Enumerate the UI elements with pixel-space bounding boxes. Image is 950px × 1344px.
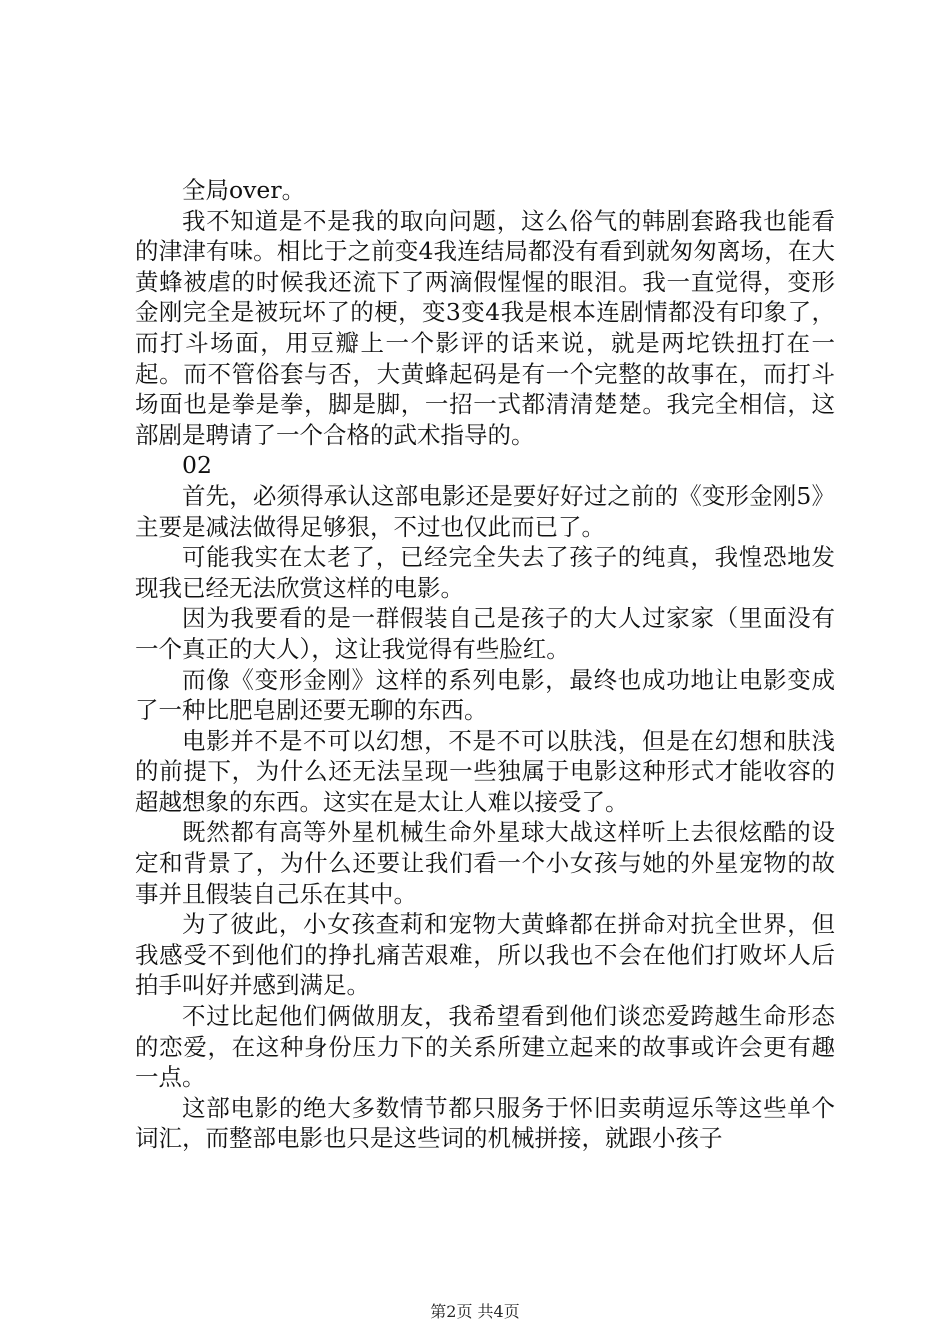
document-body [135,175,835,1154]
paragraph-5: 因为我要看的是一群假装自己是孩子的大人过家家（里面没有一个真正的大人），这让我觉得有些脸红。 [135,604,835,663]
paragraph-11: 这部电影的绝大多数情节都只服务于怀旧卖萌逗乐等这些单个词汇，而整部电影也只是这些词的机械拼接，就跟小孩子 [135,1093,835,1153]
paragraph-7: 电影并不是不可以幻想，不是不可以肤浅，但是在幻想和肤浅的前提下，为什么还无法呈现一些独属于电影这种形式才能收容的超越想象的东西。这实在是太让人难以接受了。 [135,726,835,816]
paragraph-10: 不过比起他们俩做朋友，我希望看到他们谈恋爱跨越生命形态的恋爱，在这种身份压力下的关系所建立起来的故事或许会更有趣一点。 [135,1002,835,1092]
paragraph-8: 既然都有高等外星机械生命外星球大战这样听上去很炫酷的设定和背景了，为什么还要让我们看一个小女孩与她的外星宠物的故事并且假装自己乐在其中。 [135,818,835,908]
paragraph-9: 为了彼此，小女孩查莉和宠物大黄蜂都在拼命对抗全世界，但我感受不到他们的挣扎痛苦艰难，所以我也不会在他们打败坏人后拍手叫好并感到满足。 [135,910,835,1000]
paragraph-1: 全局over。 [182,176,306,204]
page-footer: 第2页 共4页 [430,1302,520,1321]
paragraph-6: 而像《变形金刚》这样的系列电影，最终也成功地让电影变成了一种比肥皂剧还要无聊的东西。 [135,665,835,725]
paragraph-2: 我不知道是不是我的取向问题，这么俗气的韩剧套路我也能看的津津有味。相比于之前变4我连结局都没有看到就匆匆离场，在大黄蜂被虐的时候我还流下了两滴假惺惺的眼泪。我一直觉得，变形金刚完全是被玩坏了的梗，变3变4我是根本连剧情都没有印象了，而打斗场面，用豆瓣上一个影评的话来说，就是两坨铁扭打在一起。而不管俗套与否，大黄蜂起码是有一个完整的故事在，而打斗场面也是拳是拳，脚是脚，一招一式都清清楚楚。我完全相信，这部剧是聘请了一个合格的武术指导的。 [135,206,835,449]
paragraph-3: 首先，必须得承认这部电影还是要好好过之前的《变形金刚5》主要是减法做得足够狠，不过也仅此而已了。 [135,481,835,541]
section-number: 02 [182,451,212,480]
paragraph-4: 可能我实在太老了，已经完全失去了孩子的纯真，我惶恐地发现我已经无法欣赏这样的电影。 [135,543,835,602]
